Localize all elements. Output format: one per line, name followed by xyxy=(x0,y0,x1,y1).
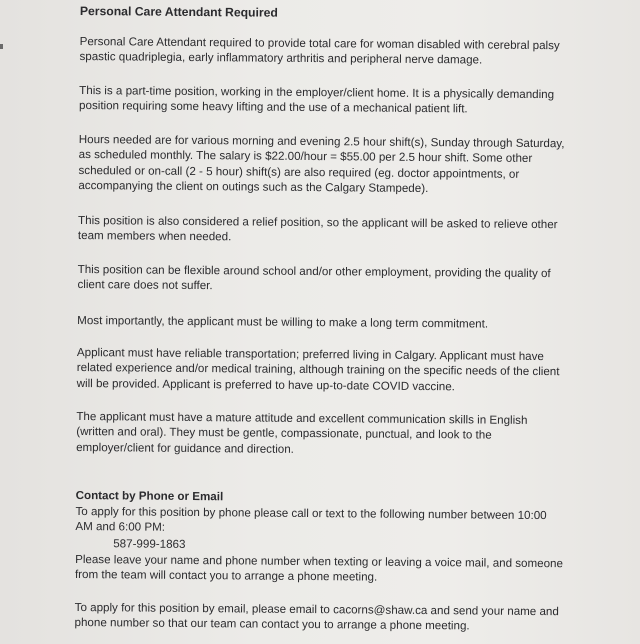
page-edge-mark xyxy=(0,44,3,49)
contact-heading: Contact by Phone or Email xyxy=(75,488,224,504)
job-posting-document xyxy=(74,0,628,633)
paragraph-role-description: Personal Care Attendant required to provide total care for woman disabled with cerebral palsy spastic quadriplegia, early inflammatory arthritis and peripheral nerve damage. xyxy=(79,34,560,67)
contact-phone-intro: To apply for this position by phone please call or text to the following number between 10:00 AM and 6:00 PM: xyxy=(75,504,547,535)
paragraph-part-time: This is a part-time position, working in the employer/client home. It is a physically demanding position requiring some heavy lifting and the use of a mechanical patient lift. xyxy=(79,83,555,116)
paragraph-flexibility: This position can be flexible around school and/or other employment, providing the quality of client care does not suffer. xyxy=(77,262,551,293)
contact-phone-number: 587-999-1863 xyxy=(113,537,186,551)
paragraph-relief-position: This position is also considered a relief position, so the applicant will be asked to relieve other team members when needed. xyxy=(77,213,558,244)
contact-email-text: To apply for this position by email, please email to cacorns@shaw.ca and send your name and phone number so that our team can contact you to arrange a phone meeting. xyxy=(74,600,559,633)
paragraph-attitude: The applicant must have a mature attitude and excellent communication skills in English (written and oral). They must be gentle, compassionate, punctual, and look to the employer/client for guidance and direction. xyxy=(76,409,528,456)
document-title: Personal Care Attendant Required xyxy=(79,3,278,20)
paragraph-hours-salary: Hours needed are for various morning and evening 2.5 hour shift(s), Sunday through Saturday, as scheduled monthly. The salary is $22.00/hour = $55.00 per 2.5 hour shift. Some other scheduled or on-call (2 - 5 hour) shift(s) are also required (eg. doctor appointments, or accompanying the client on outings such as the Calgary Stampede). xyxy=(78,132,565,196)
paragraph-requirements: Applicant must have reliable transportation; preferred living in Calgary. Applicant must have related experience and/or medical training, although training on the specific needs of the client will be provided. Applicant is preferred to have up-to-date COVID vaccine. xyxy=(76,345,560,394)
paragraph-commitment: Most importantly, the applicant must be willing to make a long term commitment. xyxy=(77,313,489,331)
contact-phone-followup: Please leave your name and phone number when texting or leaving a voice mail, and someone from the team will contact you to arrange a phone meeting. xyxy=(74,552,564,585)
